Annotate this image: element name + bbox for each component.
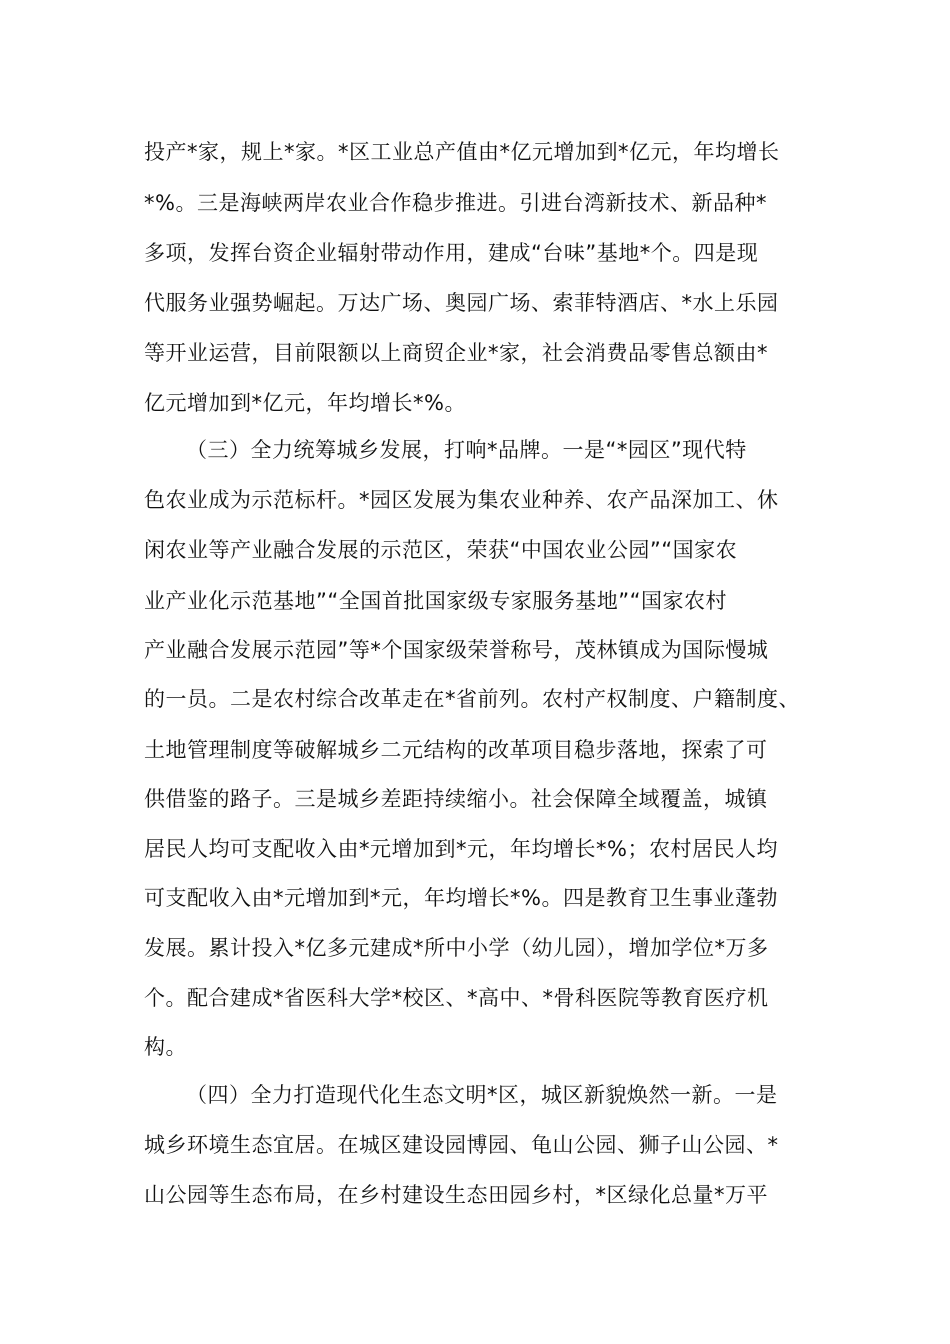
paragraph-heading-three: （三）全力统筹城乡发展，打响*品牌。一是“*园区”现代特 xyxy=(186,438,747,462)
text-line: 可支配收入由*元增加到*元，年均增长*%。四是教育卫生事业蓬勃 xyxy=(144,886,778,910)
text-line: 多项，发挥台资企业辐射带动作用，建成“台味”基地*个。四是现 xyxy=(144,241,759,265)
text-line: 居民人均可支配收入由*元增加到*元，年均增长*%；农村居民人均 xyxy=(144,837,778,861)
text-line: *%。三是海峡两岸农业合作稳步推进。引进台湾新技术、新品种* xyxy=(144,191,767,215)
text-line: 供借鉴的路子。三是城乡差距持续缩小。社会保障全域覆盖，城镇 xyxy=(144,787,768,811)
text-line: 等开业运营，目前限额以上商贸企业*家，社会消费品零售总额由* xyxy=(144,341,768,365)
paragraph-heading-four: （四）全力打造现代化生态文明*区，城区新貌焕然一新。一是 xyxy=(186,1083,778,1107)
text-line: 代服务业强势崛起。万达广场、奥园广场、索菲特酒店、*水上乐园 xyxy=(144,291,779,315)
text-line: 构。 xyxy=(144,1035,187,1059)
text-line: 城乡环境生态宜居。在城区建设园博园、龟山公园、狮子山公园、* xyxy=(144,1133,779,1157)
text-line: 土地管理制度等破解城乡二元结构的改革项目稳步落地，探索了可 xyxy=(144,738,768,762)
text-line: 业产业化示范基地”“全国首批国家级专家服务基地”“国家农村 xyxy=(144,589,728,613)
text-line: 产业融合发展示范园”等*个国家级荣誉称号，茂林镇成为国际慢城 xyxy=(144,638,769,662)
text-line: 色农业成为示范标杆。*园区发展为集农业种养、农产品深加工、休 xyxy=(144,488,779,512)
text-line: 的一员。二是农村综合改革走在*省前列。农村产权制度、户籍制度、 xyxy=(144,687,800,711)
text-line: 投产*家，规上*家。*区工业总产值由*亿元增加到*亿元，年均增长 xyxy=(144,140,780,164)
text-line: 个。配合建成*省医科大学*校区、*高中、*骨科医院等教育医疗机 xyxy=(144,986,769,1010)
text-line: 亿元增加到*亿元，年均增长*%。 xyxy=(144,391,466,415)
text-line: 山公园等生态布局，在乡村建设生态田园乡村，*区绿化总量*万平 xyxy=(144,1183,768,1207)
text-line: 发展。累计投入*亿多元建成*所中小学（幼儿园），增加学位*万多 xyxy=(144,936,769,960)
text-line: 闲农业等产业融合发展的示范区，荣获“中国农业公园”“国家农 xyxy=(144,538,738,562)
